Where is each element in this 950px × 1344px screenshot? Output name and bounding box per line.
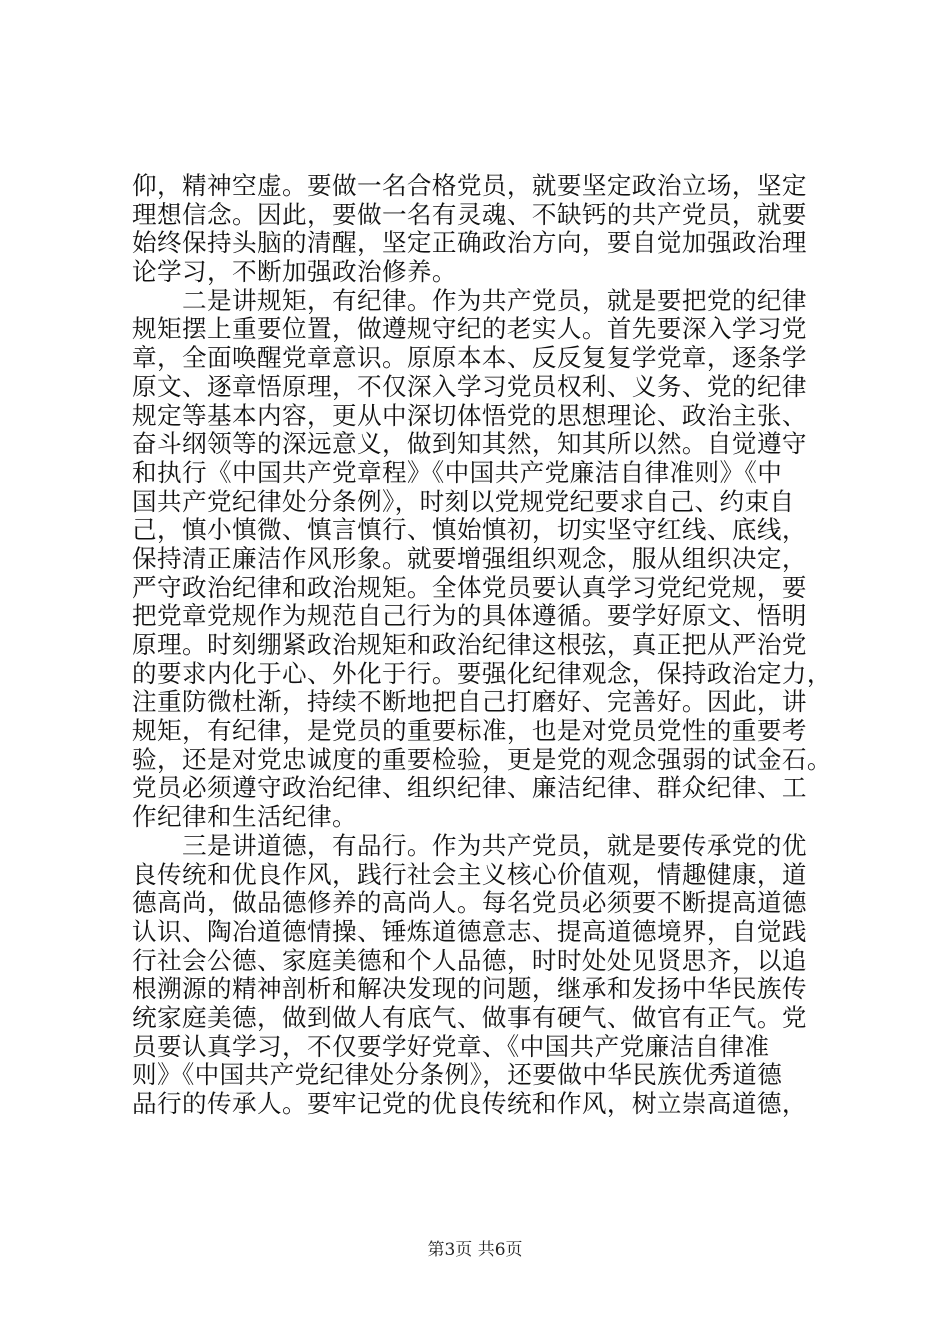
text-line: 品行的传承人。要牢记党的优良传统和作风，树立崇高道德，: [132, 1089, 807, 1118]
page-footer: 第3页 共6页: [427, 1240, 523, 1260]
text-line: 论学习，不断加强政治修养。: [132, 257, 457, 287]
text-line: 行社会公德、家庭美德和个人品德，时时处处见贤思齐，以追: [132, 945, 807, 975]
text-line: 认识、陶冶道德情操、锤炼道德意志、提高道德境界，自觉践: [132, 916, 807, 946]
text-line: 和执行《中国共产党章程》《中国共产党廉洁自律准则》《中: [132, 457, 783, 487]
text-line: 德高尚，做品德修养的高尚人。每名党员必须要不断提高道德: [132, 888, 807, 918]
text-line: 注重防微杜渐，持续不断地把自己打磨好、完善好。因此，讲: [132, 687, 807, 717]
text-line: 奋斗纲领等的深远意义，做到知其然，知其所以然。自觉遵守: [132, 429, 807, 459]
text-line: 章，全面唤醒党章意识。原原本本、反反复复学党章，逐条学: [132, 343, 807, 373]
text-line: 理想信念。因此，要做一名有灵魂、不缺钙的共产党员，就要: [132, 199, 807, 229]
text-line: 仰，精神空虚。要做一名合格党员，就要坚定政治立场，坚定: [132, 171, 807, 200]
text-line: 原理。时刻绷紧政治规矩和政治纪律这根弦，真正把从严治党: [132, 630, 807, 659]
text-line: 严守政治纪律和政治规矩。全体党员要认真学习党纪党规，要: [132, 572, 807, 602]
text-line: 良传统和优良作风，践行社会主义核心价值观，情趣健康，道: [132, 859, 807, 889]
text-line: 规矩，有纪律，是党员的重要标准，也是对党员党性的重要考: [132, 716, 807, 746]
text-line: 验，还是对党忠诚度的重要检验，更是党的观念强弱的试金石。: [132, 744, 832, 774]
text-line: 保持清正廉洁作风形象。就要增强组织观念，服从组织决定，: [132, 543, 807, 573]
text-line: 统家庭美德，做到做人有底气、做事有硬气、做官有正气。党: [132, 1002, 807, 1032]
text-line: 二是讲规矩，有纪律。作为共产党员，就是要把党的纪律: [132, 285, 807, 315]
text-line: 党员必须遵守政治纪律、组织纪律、廉洁纪律、群众纪律、工: [132, 773, 807, 803]
text-line: 规定等基本内容，更从中深切体悟党的思想理论、政治主张、: [132, 400, 807, 430]
text-line: 三是讲道德，有品行。作为共产党员，就是要传承党的优: [132, 830, 807, 860]
text-line: 则》《中国共产党纪律处分条例》，还要做中华民族优秀道德: [132, 1060, 783, 1090]
text-line: 规矩摆上重要位置，做遵规守纪的老实人。首先要深入学习党: [132, 314, 807, 344]
text-line: 的要求内化于心、外化于行。要强化纪律观念，保持政治定力，: [132, 658, 832, 688]
text-line: 己，慎小慎微、慎言慎行、慎始慎初，切实坚守红线、底线，: [132, 515, 807, 545]
text-line: 国共产党纪律处分条例》，时刻以党规党纪要求自己、约束自: [132, 486, 795, 516]
text-line: 员要认真学习，不仅要学好党章、《中国共产党廉洁自律准: [132, 1031, 770, 1061]
text-line: 作纪律和生活纪律。: [132, 802, 357, 832]
text-line: 始终保持头脑的清醒，坚定正确政治方向，要自觉加强政治理: [132, 228, 807, 258]
text-line: 把党章党规作为规范自己行为的具体遵循。要学好原文、悟明: [132, 601, 807, 631]
body-text: [132, 172, 832, 1119]
text-line: 原文、逐章悟原理，不仅深入学习党员权利、义务、党的纪律: [132, 371, 807, 401]
text-line: 根溯源的精神剖析和解决发现的问题，继承和发扬中华民族传: [132, 974, 807, 1004]
